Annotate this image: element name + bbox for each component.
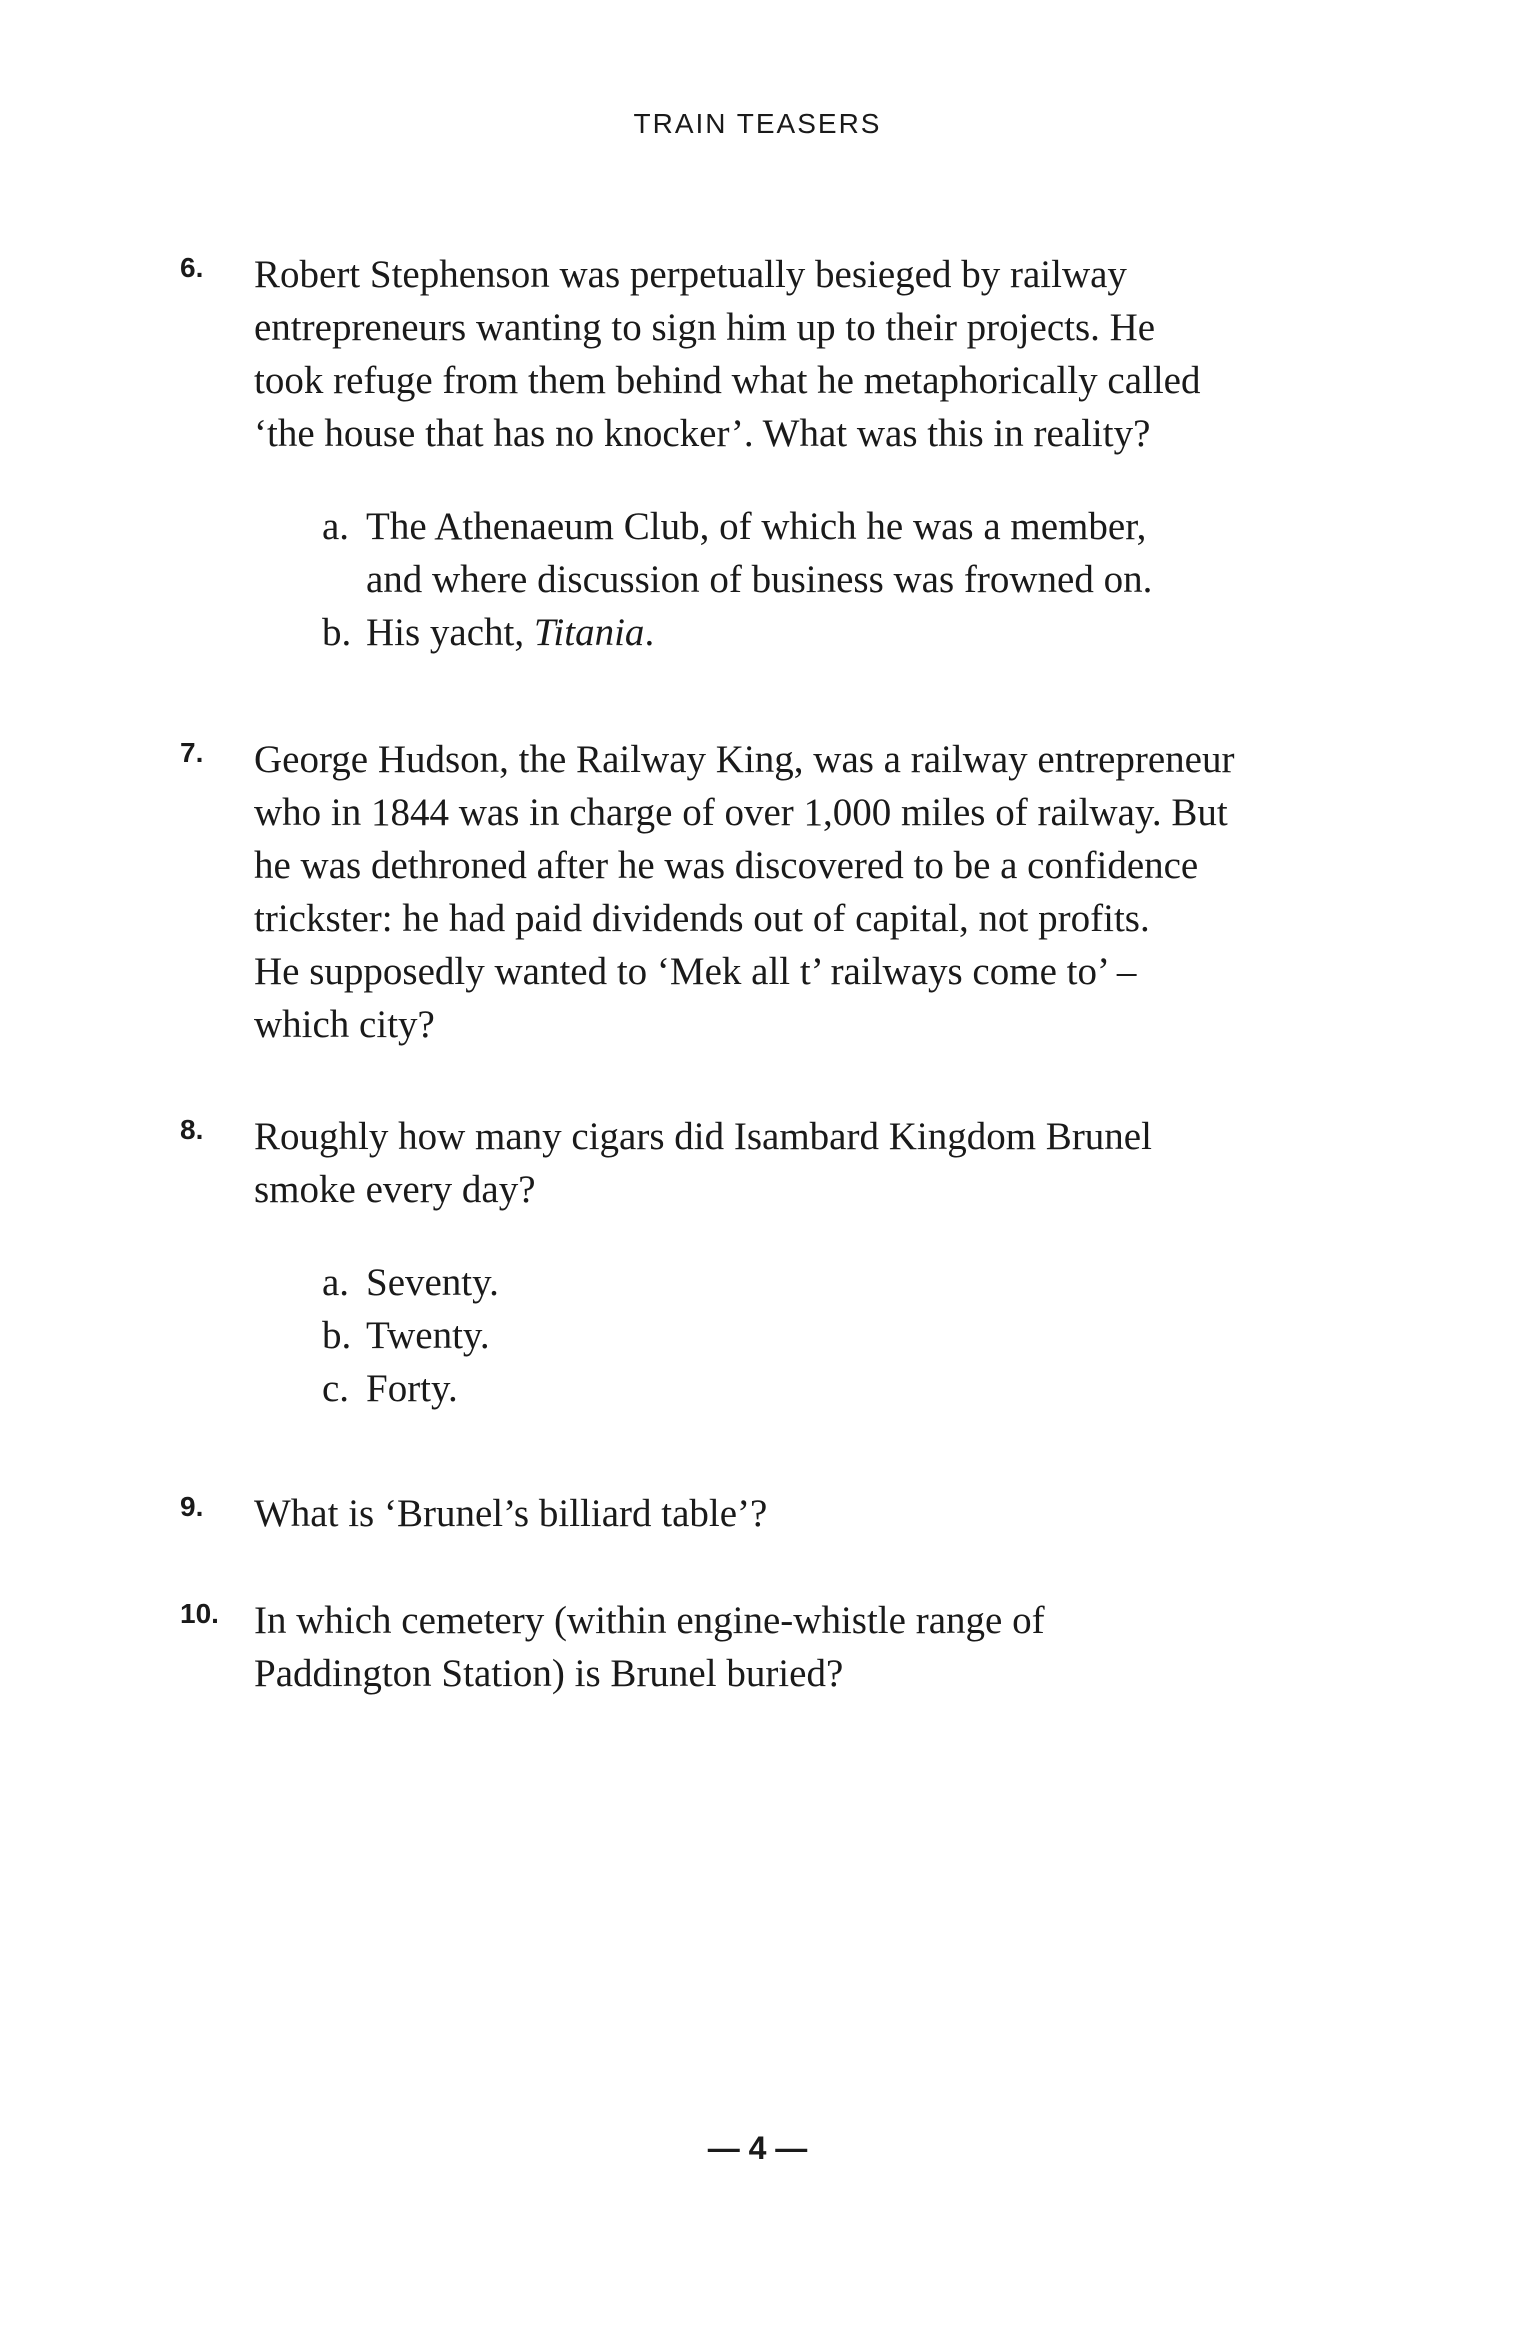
- question-number: 6.: [180, 252, 204, 283]
- question-7: [180, 733, 1330, 1051]
- option-text: Forty.: [366, 1367, 458, 1410]
- question-line: Paddington Station) is Brunel buried?: [254, 1652, 844, 1695]
- question-line: entrepreneurs wanting to sign him up to their projects. He: [254, 306, 1156, 349]
- option-letter: c.: [322, 1367, 350, 1410]
- question-text: [254, 248, 1330, 460]
- question-text: [254, 1110, 1330, 1216]
- option-a: [322, 500, 1330, 606]
- question-line: trickster: he had paid dividends out of capital, not profits.: [254, 897, 1150, 940]
- question-line: which city?: [254, 1003, 435, 1046]
- option-text: Twenty.: [366, 1314, 490, 1357]
- option-text: [366, 500, 1152, 606]
- question-line: ‘the house that has no knocker’. What was this in reality?: [254, 412, 1151, 455]
- question-text: [254, 733, 1330, 1051]
- question-number: 9.: [180, 1491, 204, 1522]
- question-number: 8.: [180, 1114, 204, 1145]
- question-line: George Hudson, the Railway King, was a railway entrepreneur: [254, 738, 1235, 781]
- question-8: [180, 1110, 1330, 1415]
- question-line: smoke every day?: [254, 1168, 536, 1211]
- question-text: [254, 1594, 1330, 1700]
- option-line: and where discussion of business was frowned on.: [366, 558, 1153, 601]
- option-text: Seventy.: [366, 1261, 499, 1304]
- option-suffix: .: [644, 611, 655, 654]
- answer-options: [322, 1256, 1330, 1415]
- option-a: [322, 1256, 1330, 1309]
- question-line: In which cemetery (within engine-whistle range of: [254, 1599, 1045, 1642]
- question-6: [180, 248, 1330, 659]
- question-number: 10.: [180, 1598, 219, 1629]
- question-line: Roughly how many cigars did Isambard Kingdom Brunel: [254, 1115, 1152, 1158]
- question-9: [180, 1487, 1330, 1540]
- question-text: [254, 1487, 1330, 1540]
- question-10: [180, 1594, 1330, 1700]
- option-line: The Athenaeum Club, of which he was a member,: [366, 505, 1147, 548]
- answer-options: [322, 500, 1330, 659]
- question-line: took refuge from them behind what he metaphorically called: [254, 359, 1201, 402]
- option-b: [322, 1309, 1330, 1362]
- question-line: he was dethroned after he was discovered to be a confidence: [254, 844, 1199, 887]
- question-line: What is ‘Brunel’s billiard table’?: [254, 1492, 768, 1535]
- question-line: He supposedly wanted to ‘Mek all t’ railways come to’ –: [254, 950, 1137, 993]
- option-b: [322, 606, 1330, 659]
- running-head: TRAIN TEASERS: [633, 108, 882, 139]
- question-number: 7.: [180, 737, 204, 768]
- question-line: who in 1844 was in charge of over 1,000 miles of railway. But: [254, 791, 1228, 834]
- option-prefix: His yacht,: [366, 611, 534, 654]
- question-line: Robert Stephenson was perpetually besieged by railway: [254, 253, 1127, 296]
- option-letter: a.: [322, 1261, 350, 1304]
- page-number: — 4 —: [707, 2130, 808, 2166]
- option-letter: b.: [322, 611, 352, 654]
- option-c: [322, 1362, 1330, 1415]
- option-letter: a.: [322, 505, 350, 548]
- option-text: [366, 606, 654, 659]
- option-letter: b.: [322, 1314, 352, 1357]
- option-italic: Titania: [533, 611, 645, 654]
